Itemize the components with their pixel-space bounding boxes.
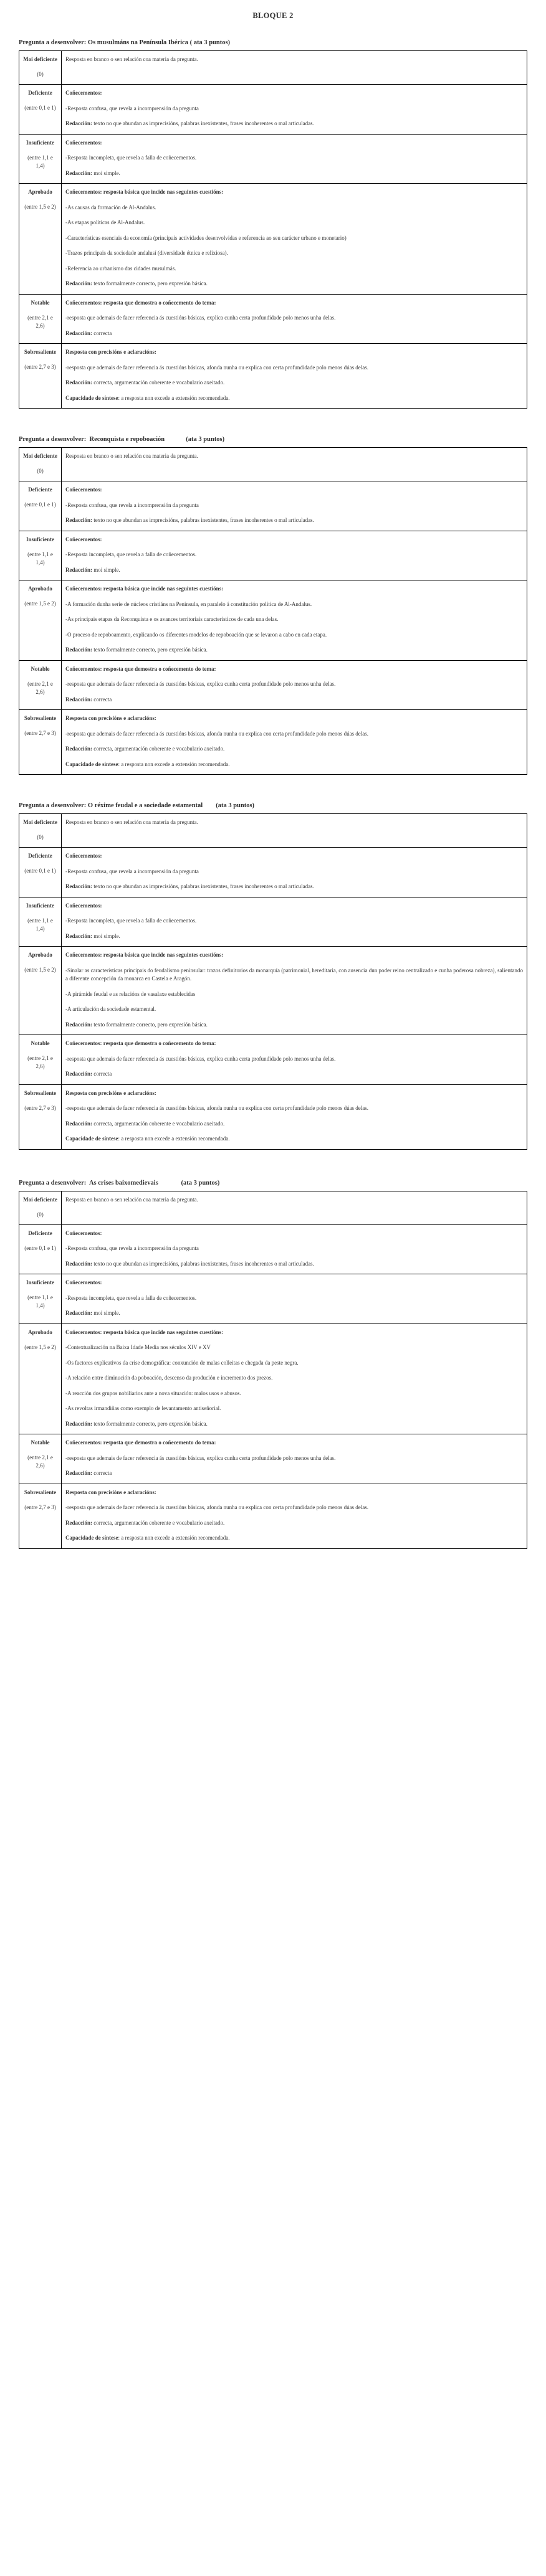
redaccion-label: Redacción:	[65, 1420, 92, 1427]
redaccion-text: texto no que abundan as imprecisións, palabras inexistentes, frases incoherentes o mal articuladas.	[93, 517, 314, 524]
redaccion-label: Redacción:	[65, 1260, 92, 1267]
criteria-cell	[62, 1035, 527, 1085]
level-cell-moi-deficiente	[19, 51, 62, 85]
conecementos-label: Coñecementos:	[65, 139, 102, 146]
redaccion-text: texto formalmente correcto, pero expresión básica.	[93, 280, 208, 287]
resposta-precisions-label: Resposta con precisións e aclaracións:	[65, 349, 156, 356]
criteria-text: -Resposta incompleta, que revela a falla de coñecementos.	[65, 551, 197, 558]
criteria-point: -Sinalar as características principais do feudalismo peninsular: trazos definitorios da monarquía (patrimonial, hereditaria, con ausencia dun poder reino centralizado e cunha poderosa nobreza), salientando a diferente concepción da monarca en Castela e Aragón.	[65, 967, 523, 982]
level-cell-sobresaliente	[19, 1084, 62, 1149]
table-row	[19, 1484, 527, 1548]
document-page	[0, 11, 546, 1574]
level-name: Aprobado	[28, 952, 52, 959]
criteria-text: -resposta que ademais de facer referencia ás cuestións básicas, explica cunha certa profundidade polo menos unha delas.	[65, 1055, 336, 1062]
level-name: Sobresaliente	[24, 1089, 57, 1096]
table-row	[19, 1191, 527, 1224]
redaccion-text: moi simple.	[93, 1310, 120, 1317]
criteria-label-line	[65, 1229, 523, 1238]
table-row	[19, 710, 527, 775]
question-heading-2: Pregunta a desenvolver: Reconquista e repoboación (ata 3 puntos)	[19, 436, 225, 443]
redaccion-text: texto formalmente correcto, pero expresión básica.	[93, 1021, 208, 1028]
criteria-label-line	[65, 188, 523, 197]
redaccion-label: Redacción:	[65, 1120, 92, 1127]
criteria-redaccion-line	[65, 745, 523, 754]
criteria-point: -A articulación da sociedade estamental.	[65, 1006, 156, 1013]
redaccion-label: Redacción:	[65, 646, 92, 653]
criteria-point: -A relación entre diminución da poboación, descenso da produción e incremento dos prezos.	[65, 1375, 273, 1381]
level-name: Moi deficiente	[23, 56, 57, 62]
criteria-redaccion-line	[65, 516, 523, 525]
criteria-label-line	[65, 585, 523, 594]
redaccion-text: texto no que abundan as imprecisións, palabras inexistentes, frases incoherentes o mal articuladas.	[93, 120, 314, 127]
level-range: (entre 2,1 e 2,6)	[27, 680, 53, 695]
section-gap	[19, 409, 527, 436]
criteria-text: Resposta en branco o sen relación coa materia da pregunta.	[65, 56, 198, 62]
criteria-text: -Resposta confusa, que revela a incomprensión da pregunta	[65, 868, 199, 874]
level-range: (entre 1,5 e 2)	[24, 204, 56, 211]
criteria-redaccion-line	[65, 646, 523, 655]
conecementos-demostra-label: Coñecementos: resposta que demostra o coñecemento do tema:	[65, 1439, 216, 1446]
level-cell-sobresaliente	[19, 1484, 62, 1548]
rubric-table-3	[19, 813, 527, 1150]
level-range: (entre 2,7 e 3)	[24, 1104, 56, 1111]
level-cell-aprobado	[19, 184, 62, 295]
conecementos-basica-label: Coñecementos: resposta básica que incide nas seguintes cuestións:	[65, 952, 224, 959]
redaccion-text: correcta, argumentación coherente e vocabulario axeitado.	[93, 746, 225, 752]
conecementos-label: Coñecementos:	[65, 90, 102, 97]
criteria-cell	[62, 1324, 527, 1434]
conecementos-label: Coñecementos:	[65, 486, 102, 493]
resposta-precisions-label: Resposta con precisións e aclaracións:	[65, 1089, 156, 1096]
criteria-label-line	[65, 1279, 523, 1287]
criteria-label-line	[65, 1039, 523, 1048]
question-heading-3: Pregunta a desenvolver: O réxime feudal e a sociedade estamental (ata 3 puntos)	[19, 802, 255, 810]
level-name: Sobresaliente	[24, 1489, 57, 1495]
level-cell-notable	[19, 294, 62, 344]
redaccion-text: correcta, argumentación coherente e vocabulario axeitado.	[93, 1519, 225, 1526]
criteria-point: -Os factores explicativos da crise demográfica: conxunción de malas colleitas e chegada da peste negra.	[65, 1359, 299, 1366]
criteria-cell	[62, 1224, 527, 1274]
table-row	[19, 814, 527, 848]
criteria-text: -Resposta confusa, que revela a incomprensión da pregunta	[65, 501, 199, 508]
criteria-point: -Trazos principais da sociedade andalusí (diversidade étnica e relixiosa).	[65, 250, 228, 257]
redaccion-text: correcta	[93, 696, 112, 703]
level-range: (entre 1,5 e 2)	[24, 1343, 56, 1350]
table-row	[19, 448, 527, 481]
level-range: (entre 2,1 e 2,6)	[27, 314, 53, 329]
criteria-cell	[62, 580, 527, 661]
capacidade-text: : a resposta non excede a extensión recomendada.	[118, 1535, 230, 1541]
table-row	[19, 897, 527, 947]
level-range: (entre 2,1 e 2,6)	[27, 1055, 53, 1070]
criteria-label-line	[65, 951, 523, 960]
level-name: Notable	[31, 1439, 50, 1446]
criteria-redaccion-line	[65, 1519, 523, 1528]
level-cell-moi-deficiente	[19, 1191, 62, 1224]
redaccion-text: correcta, argumentación coherente e vocabulario axeitado.	[93, 1120, 225, 1127]
table-row	[19, 51, 527, 85]
level-name: Aprobado	[28, 1328, 52, 1335]
table-row	[19, 1434, 527, 1484]
redaccion-label: Redacción:	[65, 329, 92, 336]
table-row	[19, 1035, 527, 1085]
criteria-redaccion-line	[65, 1021, 523, 1030]
criteria-point: -O proceso de repoboamento, explicando os diferentes modelos de repoboación que se levaron a cabo en cada etapa.	[65, 631, 327, 638]
criteria-label-line	[65, 89, 523, 98]
criteria-cell	[62, 531, 527, 580]
criteria-redaccion-line	[65, 1469, 523, 1478]
level-range: (entre 1,1 e 1,4)	[27, 551, 53, 566]
page-title: BLOQUE 2	[252, 11, 294, 20]
resposta-precisions-label: Resposta con precisións e aclaracións:	[65, 715, 156, 722]
criteria-capacidade-line	[65, 1534, 523, 1543]
level-range: (entre 2,7 e 3)	[24, 730, 56, 737]
level-name: Notable	[31, 665, 50, 672]
criteria-label-line	[65, 1089, 523, 1098]
criteria-point: -As principais etapas da Reconquista e os avances territoriais característicos de cada una delas.	[65, 616, 279, 623]
table-row	[19, 660, 527, 710]
level-name: Insuficiente	[26, 1279, 54, 1286]
level-range: (entre 2,1 e 2,6)	[27, 1454, 53, 1469]
criteria-redaccion-line	[65, 379, 523, 387]
criteria-cell	[62, 184, 527, 295]
level-name: Notable	[31, 299, 50, 306]
level-cell-notable	[19, 1434, 62, 1484]
table-row	[19, 1084, 527, 1149]
criteria-text: -resposta que ademais de facer referencia ás cuestións básicas, afonda nunha ou explica con certa profundidade polo menos dúas delas.	[65, 364, 369, 371]
redaccion-label: Redacción:	[65, 932, 92, 939]
table-row	[19, 531, 527, 580]
criteria-text: -resposta que ademais de facer referencia ás cuestións básicas, explica cunha certa profundidade polo menos unha delas.	[65, 681, 336, 688]
criteria-text: -resposta que ademais de facer referencia ás cuestións básicas, explica cunha certa profundidade polo menos unha delas.	[65, 315, 336, 321]
redaccion-label: Redacción:	[65, 746, 92, 752]
level-cell-aprobado	[19, 947, 62, 1035]
table-row	[19, 184, 527, 295]
criteria-cell	[62, 1084, 527, 1149]
criteria-redaccion-line	[65, 883, 523, 891]
conecementos-demostra-label: Coñecementos: resposta que demostra o coñecemento do tema:	[65, 665, 216, 672]
level-cell-insuficiente	[19, 531, 62, 580]
criteria-capacidade-line	[65, 1135, 523, 1144]
level-range: (entre 0,1 e 1)	[24, 105, 56, 111]
criteria-label-line	[65, 902, 523, 911]
redaccion-label: Redacción:	[65, 169, 92, 176]
criteria-text: -resposta que ademais de facer referencia ás cuestións básicas, afonda nunha ou explica con certa profundidade polo menos dúas delas.	[65, 1105, 369, 1112]
criteria-redaccion-line	[65, 280, 523, 288]
redaccion-label: Redacción:	[65, 696, 92, 703]
capacidade-label: Capacidade de síntese	[65, 1135, 118, 1142]
criteria-text: -resposta que ademais de facer referencia ás cuestións básicas, explica cunha certa profundidade polo menos unha delas.	[65, 1454, 336, 1461]
level-cell-aprobado	[19, 1324, 62, 1434]
level-range: (0)	[37, 71, 44, 78]
level-cell-deficiente	[19, 848, 62, 897]
criteria-cell	[62, 848, 527, 897]
criteria-point: -A pirámide feudal e as relacións de vasalaxe establecidas	[65, 990, 196, 997]
table-row	[19, 481, 527, 531]
criteria-point: -Características esenciais da economía (principais actividades desenvolvidas e referencia ao seu carácter urbano e monetario)	[65, 234, 347, 241]
criteria-redaccion-line	[65, 1260, 523, 1269]
conecementos-basica-label: Coñecementos: resposta básica que incide nas seguintes cuestións:	[65, 1328, 224, 1335]
criteria-text: -Resposta confusa, que revela a incomprensión da pregunta	[65, 105, 199, 111]
criteria-point: -A formación dunha serie de núcleos cristiáns na Península, en paralelo á constitución política de Al-Andalus.	[65, 600, 312, 607]
level-range: (entre 1,5 e 2)	[24, 600, 56, 607]
level-name: Deficiente	[28, 90, 52, 97]
criteria-redaccion-line	[65, 120, 523, 128]
redaccion-label: Redacción:	[65, 1470, 92, 1477]
criteria-label-line	[65, 714, 523, 723]
level-cell-insuficiente	[19, 1274, 62, 1324]
level-range: (entre 1,1 e 1,4)	[27, 1294, 53, 1309]
criteria-cell	[62, 947, 527, 1035]
redaccion-text: texto formalmente correcto, pero expresión básica.	[93, 1420, 208, 1427]
criteria-cell	[62, 660, 527, 710]
criteria-label-line	[65, 1328, 523, 1337]
criteria-label-line	[65, 536, 523, 544]
table-row	[19, 1324, 527, 1434]
criteria-redaccion-line	[65, 566, 523, 575]
criteria-label-line	[65, 852, 523, 861]
table-row	[19, 1274, 527, 1324]
criteria-capacidade-line	[65, 760, 523, 769]
level-name: Moi deficiente	[23, 1196, 57, 1203]
level-name: Insuficiente	[26, 902, 54, 909]
criteria-label-line	[65, 348, 523, 357]
redaccion-text: texto formalmente correcto, pero expresión básica.	[93, 646, 208, 653]
criteria-cell	[62, 814, 527, 848]
rubric-table-2	[19, 447, 527, 775]
conecementos-demostra-label: Coñecementos: resposta que demostra o coñecemento do tema:	[65, 299, 216, 306]
criteria-label-line	[65, 139, 523, 148]
criteria-text: -Resposta incompleta, que revela a falla de coñecementos.	[65, 154, 197, 161]
criteria-cell	[62, 51, 527, 85]
level-cell-notable	[19, 660, 62, 710]
level-range: (entre 2,7 e 3)	[24, 1503, 56, 1510]
redaccion-text: texto no que abundan as imprecisións, palabras inexistentes, frases incoherentes o mal articuladas.	[93, 1260, 314, 1267]
level-cell-insuficiente	[19, 134, 62, 184]
capacidade-label: Capacidade de síntese	[65, 760, 118, 767]
level-range: (entre 2,7 e 3)	[24, 364, 56, 371]
redaccion-text: moi simple.	[93, 932, 120, 939]
level-name: Deficiente	[28, 1229, 52, 1236]
redaccion-text: correcta	[93, 329, 112, 336]
level-name: Aprobado	[28, 189, 52, 196]
criteria-cell	[62, 1191, 527, 1224]
level-range: (entre 0,1 e 1)	[24, 868, 56, 874]
title-spacer	[19, 21, 527, 39]
criteria-redaccion-line	[65, 1309, 523, 1318]
level-cell-deficiente	[19, 481, 62, 531]
level-cell-insuficiente	[19, 897, 62, 947]
table-row	[19, 85, 527, 135]
criteria-cell	[62, 710, 527, 775]
criteria-text: -Resposta confusa, que revela a incomprensión da pregunta	[65, 1245, 199, 1252]
rubric-table-4	[19, 1191, 527, 1549]
criteria-text: -Resposta incompleta, que revela a falla de coñecementos.	[65, 917, 197, 924]
criteria-text: -resposta que ademais de facer referencia ás cuestións básicas, afonda nunha ou explica con certa profundidade polo menos dúas delas.	[65, 730, 369, 737]
redaccion-label: Redacción:	[65, 1071, 92, 1077]
criteria-text: Resposta en branco o sen relación coa materia da pregunta.	[65, 1196, 198, 1203]
criteria-point: -A reacción dos grupos nobiliarios ante a nova situación: malos usos e abusos.	[65, 1390, 241, 1396]
criteria-redaccion-line	[65, 696, 523, 704]
level-range: (entre 0,1 e 1)	[24, 501, 56, 508]
redaccion-label: Redacción:	[65, 1021, 92, 1028]
criteria-cell	[62, 897, 527, 947]
level-cell-deficiente	[19, 1224, 62, 1274]
capacidade-text: : a resposta non excede a extensión recomendada.	[118, 394, 230, 401]
redaccion-label: Redacción:	[65, 566, 92, 573]
redaccion-label: Redacción:	[65, 1519, 92, 1526]
criteria-cell	[62, 1434, 527, 1484]
level-name: Deficiente	[28, 853, 52, 859]
table-row	[19, 848, 527, 897]
level-name: Moi deficiente	[23, 453, 57, 460]
level-cell-notable	[19, 1035, 62, 1085]
level-range: (0)	[37, 468, 44, 475]
level-range: (entre 1,5 e 2)	[24, 967, 56, 973]
table-row	[19, 134, 527, 184]
table-row	[19, 947, 527, 1035]
criteria-cell	[62, 1274, 527, 1324]
criteria-text: Resposta en branco o sen relación coa materia da pregunta.	[65, 819, 198, 826]
criteria-label-line	[65, 486, 523, 495]
rubric-table-1	[19, 50, 527, 409]
criteria-text: -Resposta incompleta, que revela a falla de coñecementos.	[65, 1294, 197, 1301]
conecementos-basica-label: Coñecementos: resposta básica que incide nas seguintes cuestións:	[65, 189, 224, 196]
question-heading-1: Pregunta a desenvolver: Os musulmáns na Península Ibérica ( ata 3 puntos)	[19, 39, 231, 46]
criteria-cell	[62, 85, 527, 135]
redaccion-text: correcta	[93, 1470, 112, 1477]
criteria-point: -As causas da formación de Al-Andalus.	[65, 204, 156, 211]
level-name: Deficiente	[28, 486, 52, 493]
criteria-point: -As etapas políticas de Al-Andalus.	[65, 219, 145, 226]
conecementos-label: Coñecementos:	[65, 853, 102, 859]
level-name: Sobresaliente	[24, 715, 57, 722]
redaccion-text: correcta	[93, 1071, 112, 1077]
section-gap	[19, 1150, 527, 1180]
conecementos-basica-label: Coñecementos: resposta básica que incide nas seguintes cuestións:	[65, 585, 224, 592]
redaccion-label: Redacción:	[65, 379, 92, 386]
level-name: Notable	[31, 1040, 50, 1047]
redaccion-label: Redacción:	[65, 120, 92, 127]
level-name: Aprobado	[28, 585, 52, 592]
table-row	[19, 1224, 527, 1274]
criteria-cell	[62, 344, 527, 409]
criteria-cell	[62, 481, 527, 531]
criteria-point: -As revoltas irmandiñas como exemplo de levantamento antiseñorial.	[65, 1405, 221, 1412]
criteria-label-line	[65, 1489, 523, 1497]
redaccion-label: Redacción:	[65, 517, 92, 524]
criteria-point: -Referencia ao urbanismo das cidades musulmás.	[65, 265, 176, 272]
conecementos-label: Coñecementos:	[65, 902, 102, 909]
redaccion-text: moi simple.	[93, 566, 120, 573]
criteria-redaccion-line	[65, 1070, 523, 1079]
criteria-cell	[62, 294, 527, 344]
table-row	[19, 294, 527, 344]
criteria-redaccion-line	[65, 932, 523, 941]
level-range: (0)	[37, 1211, 44, 1218]
table-row	[19, 580, 527, 661]
level-range: (entre 1,1 e 1,4)	[27, 154, 53, 169]
resposta-precisions-label: Resposta con precisións e aclaracións:	[65, 1489, 156, 1495]
redaccion-text: moi simple.	[93, 169, 120, 176]
criteria-text: Resposta en branco o sen relación coa materia da pregunta.	[65, 453, 198, 460]
capacidade-label: Capacidade de síntese	[65, 1535, 118, 1541]
level-cell-moi-deficiente	[19, 448, 62, 481]
capacidade-label: Capacidade de síntese	[65, 394, 118, 401]
criteria-redaccion-line	[65, 169, 523, 178]
criteria-cell	[62, 134, 527, 184]
level-name: Insuficiente	[26, 139, 54, 146]
criteria-label-line	[65, 1439, 523, 1447]
redaccion-text: correcta, argumentación coherente e vocabulario axeitado.	[93, 379, 225, 386]
criteria-text: -resposta que ademais de facer referencia ás cuestións básicas, afonda nunha ou explica con certa profundidade polo menos dúas delas.	[65, 1504, 369, 1511]
level-name: Moi deficiente	[23, 819, 57, 826]
level-range: (entre 1,1 e 1,4)	[27, 917, 53, 932]
criteria-redaccion-line	[65, 1120, 523, 1129]
capacidade-text: : a resposta non excede a extensión recomendada.	[118, 760, 230, 767]
level-name: Insuficiente	[26, 536, 54, 542]
criteria-label-line	[65, 299, 523, 308]
criteria-redaccion-line	[65, 1420, 523, 1429]
criteria-cell	[62, 448, 527, 481]
redaccion-label: Redacción:	[65, 280, 92, 287]
criteria-label-line	[65, 665, 523, 674]
question-heading-4: Pregunta a desenvolver: As crises baixomedievais (ata 3 puntos)	[19, 1179, 220, 1186]
criteria-cell	[62, 1484, 527, 1548]
table-row	[19, 344, 527, 409]
level-cell-sobresaliente	[19, 344, 62, 409]
redaccion-label: Redacción:	[65, 1310, 92, 1317]
level-range: (entre 0,1 e 1)	[24, 1244, 56, 1251]
level-cell-deficiente	[19, 85, 62, 135]
redaccion-label: Redacción:	[65, 883, 92, 890]
level-cell-sobresaliente	[19, 710, 62, 775]
criteria-redaccion-line	[65, 329, 523, 338]
criteria-capacidade-line	[65, 394, 523, 403]
conecementos-demostra-label: Coñecementos: resposta que demostra o coñecemento do tema:	[65, 1040, 216, 1047]
conecementos-label: Coñecementos:	[65, 1279, 102, 1286]
level-cell-moi-deficiente	[19, 814, 62, 848]
level-name: Sobresaliente	[24, 349, 57, 356]
conecementos-label: Coñecementos:	[65, 536, 102, 542]
level-range: (0)	[37, 834, 44, 841]
section-gap	[19, 775, 527, 802]
criteria-point: -Contextualización na Baixa Idade Media nos séculos XIV e XV	[65, 1344, 211, 1351]
conecementos-label: Coñecementos:	[65, 1229, 102, 1236]
level-cell-aprobado	[19, 580, 62, 661]
capacidade-text: : a resposta non excede a extensión recomendada.	[118, 1135, 230, 1142]
redaccion-text: texto no que abundan as imprecisións, palabras inexistentes, frases incoherentes o mal articuladas.	[93, 883, 314, 890]
